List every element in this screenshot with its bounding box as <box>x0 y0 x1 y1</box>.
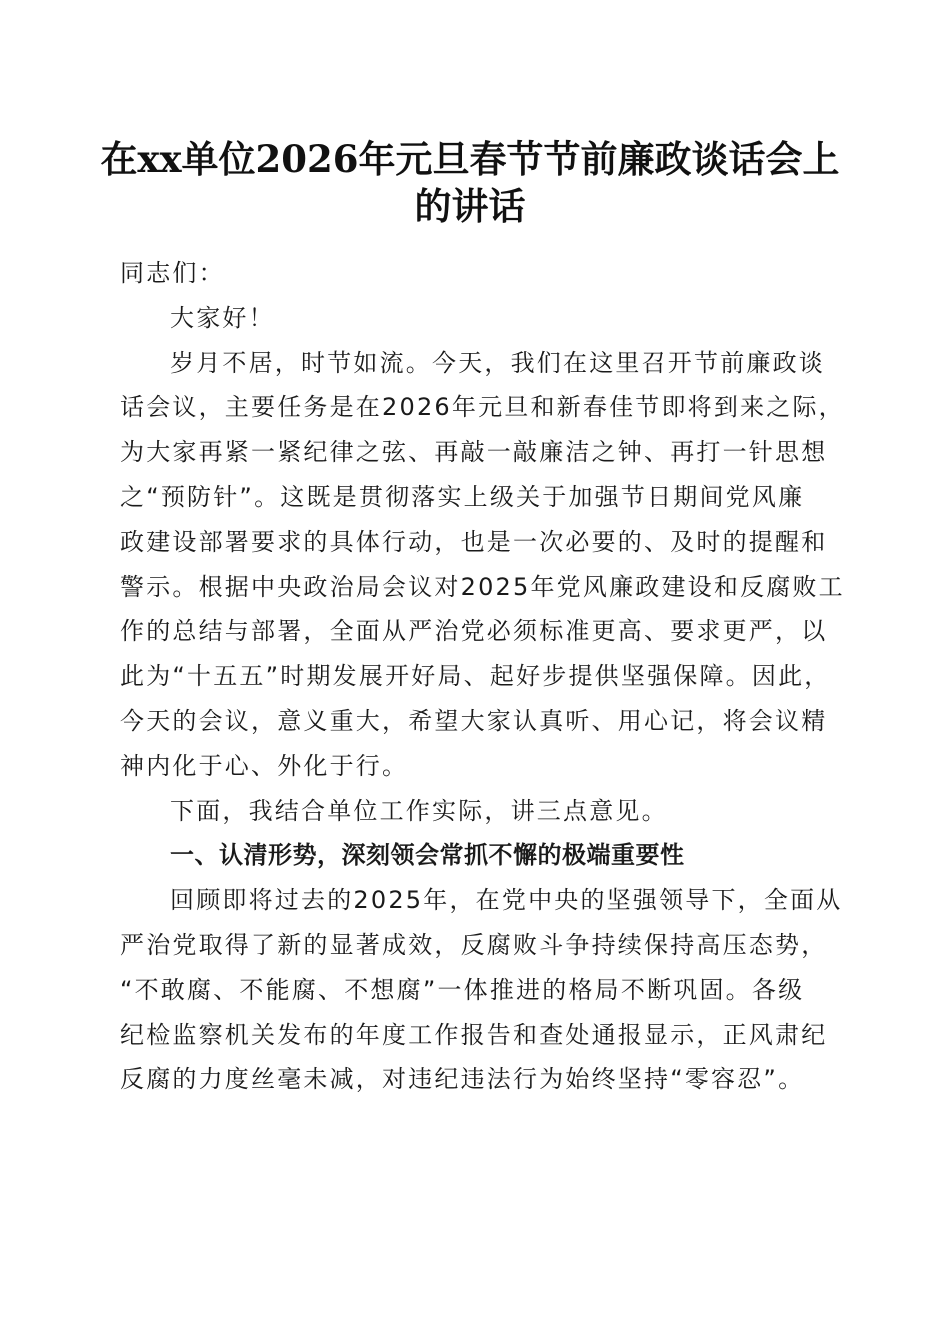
document-body <box>120 251 845 1102</box>
title-line-1: 在xx单位2026年元旦春节节前廉政谈话会上 <box>100 137 840 181</box>
paragraph-line: 反腐的力度丝毫未减，对违纪违法行为始终坚持“零容忍”。 <box>120 1065 805 1094</box>
paragraph-line: 此为“十五五”时期发展开好局、起好步提供坚强保障。因此， <box>120 662 831 691</box>
document-title <box>100 136 840 230</box>
paragraph-line: 作的总结与部署，全面从严治党必须标准更高、要求更严，以 <box>120 617 828 646</box>
paragraph-line: 岁月不居，时节如流。今天，我们在这里召开节前廉政谈 <box>170 348 825 377</box>
paragraph-3 <box>120 878 843 923</box>
section-heading-1: 一、认清形势，深刻领会常抓不懈的极端重要性 <box>170 841 685 870</box>
paragraph-line: 政建设部署要求的具体行动，也是一次必要的、及时的提醒和 <box>120 527 828 556</box>
paragraph-line: 今天的会议，意义重大，希望大家认真听、用心记，将会议精 <box>120 706 828 735</box>
greeting: 大家好！ <box>170 303 275 332</box>
paragraph-line: 之“预防针”。这既是贯彻落实上级关于加强节日期间党风廉 <box>120 482 805 511</box>
paragraph-line: 为大家再紧一紧纪律之弦、再敲一敲廉洁之钟、再打一针思想 <box>120 438 828 467</box>
paragraph-3-continued <box>120 923 832 1102</box>
paragraph-1-continued <box>120 385 845 788</box>
paragraph-line: “不敢腐、不能腐、不想腐”一体推进的格局不断巩固。各级 <box>120 975 805 1004</box>
title-line-2: 的讲话 <box>414 184 526 228</box>
paragraph-line: 警示。根据中央政治局会议对2025年党风廉政建设和反腐败工 <box>120 572 845 601</box>
paragraph-line: 话会议，主要任务是在2026年元旦和新春佳节即将到来之际， <box>120 393 845 422</box>
salutation: 同志们： <box>120 259 225 287</box>
paragraph-line: 回顾即将过去的2025年，在党中央的坚强领导下，全面从 <box>170 886 843 915</box>
paragraph-line: 神内化于心、外化于行。 <box>120 751 409 780</box>
paragraph-1 <box>120 341 832 386</box>
paragraph-2: 下面，我结合单位工作实际，讲三点意见。 <box>170 796 668 825</box>
paragraph-line: 纪检监察机关发布的年度工作报告和查处通报显示，正风肃纪 <box>120 1020 828 1049</box>
paragraph-line: 严治党取得了新的显著成效，反腐败斗争持续保持高压态势， <box>120 930 828 959</box>
